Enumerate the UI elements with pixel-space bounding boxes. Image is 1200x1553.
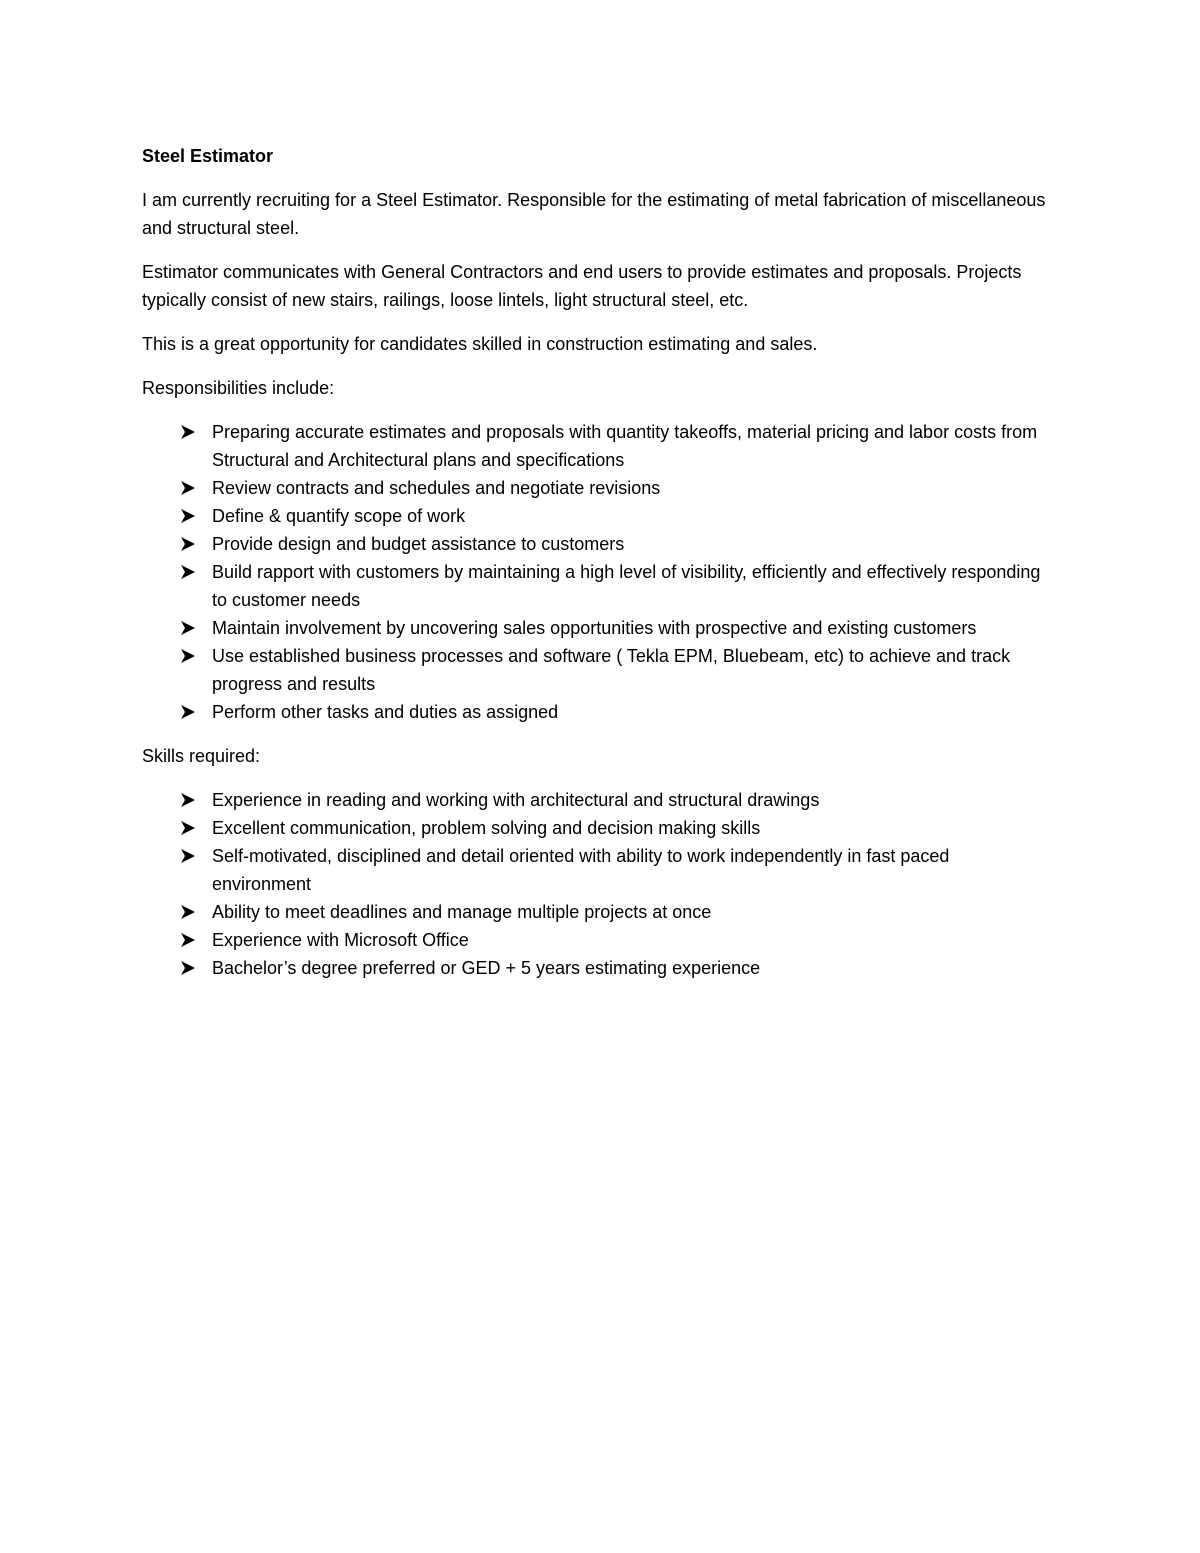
arrowhead-bullet-icon [180, 564, 196, 580]
list-item [142, 642, 1052, 698]
list-item-text: Bachelor’s degree preferred or GED + 5 years estimating experience [212, 958, 761, 978]
arrowhead-bullet-icon [180, 848, 196, 864]
arrowhead-bullet-icon [180, 620, 196, 636]
skills-heading: Skills required: [142, 746, 261, 766]
skills-list [142, 786, 1052, 982]
document-body [142, 142, 1052, 998]
arrowhead-bullet-icon [180, 648, 196, 664]
list-item [142, 814, 1052, 842]
responsibilities-list [142, 418, 1052, 726]
list-item-text: Maintain involvement by uncovering sales opportunities with prospective and existing customers [212, 618, 977, 638]
arrowhead-bullet-icon [180, 508, 196, 524]
list-item-text: Ability to meet deadlines and manage multiple projects at once [212, 902, 712, 922]
list-item-text: Build rapport with customers by maintaining a high level of visibility, efficiently and effectively responding to customer needs [212, 562, 1041, 610]
list-item [142, 614, 1052, 642]
arrowhead-bullet-icon [180, 480, 196, 496]
arrowhead-bullet-icon [180, 932, 196, 948]
list-item [142, 926, 1052, 954]
arrowhead-bullet-icon [180, 904, 196, 920]
arrowhead-bullet-icon [180, 792, 196, 808]
intro-paragraph: I am currently recruiting for a Steel Estimator. Responsible for the estimating of metal fabrication of miscellaneous and structural steel. [142, 190, 1046, 238]
list-item [142, 474, 1052, 502]
list-item [142, 898, 1052, 926]
list-item-text: Use established business processes and software ( Tekla EPM, Bluebeam, etc) to achieve and track progress and results [212, 646, 1011, 694]
list-item-text: Preparing accurate estimates and proposals with quantity takeoffs, material pricing and labor costs from Structural and Architectural plans and specifications [212, 422, 1038, 470]
arrowhead-bullet-icon [180, 704, 196, 720]
list-item-text: Define & quantify scope of work [212, 506, 466, 526]
list-item-text: Perform other tasks and duties as assigned [212, 702, 559, 722]
arrowhead-bullet-icon [180, 820, 196, 836]
arrowhead-bullet-icon [180, 424, 196, 440]
list-item [142, 786, 1052, 814]
list-item [142, 530, 1052, 558]
list-item-text: Excellent communication, problem solving and decision making skills [212, 818, 761, 838]
list-item [142, 418, 1052, 474]
arrowhead-bullet-icon [180, 960, 196, 976]
contractor-paragraph: Estimator communicates with General Contractors and end users to provide estimates and proposals. Projects typically consist of new stairs, railings, loose lintels, light structural steel, etc. [142, 262, 1022, 310]
list-item [142, 842, 1052, 898]
document-title: Steel Estimator [142, 146, 274, 166]
list-item-text: Experience with Microsoft Office [212, 930, 469, 950]
list-item-text: Review contracts and schedules and negotiate revisions [212, 478, 661, 498]
list-item [142, 954, 1052, 982]
list-item-text: Provide design and budget assistance to customers [212, 534, 625, 554]
list-item-text: Self-motivated, disciplined and detail oriented with ability to work independently in fast paced environment [212, 846, 950, 894]
opportunity-paragraph: This is a great opportunity for candidates skilled in construction estimating and sales. [142, 334, 818, 354]
list-item [142, 558, 1052, 614]
arrowhead-bullet-icon [180, 536, 196, 552]
responsibilities-heading: Responsibilities include: [142, 378, 335, 398]
list-item [142, 698, 1052, 726]
list-item [142, 502, 1052, 530]
list-item-text: Experience in reading and working with architectural and structural drawings [212, 790, 820, 810]
